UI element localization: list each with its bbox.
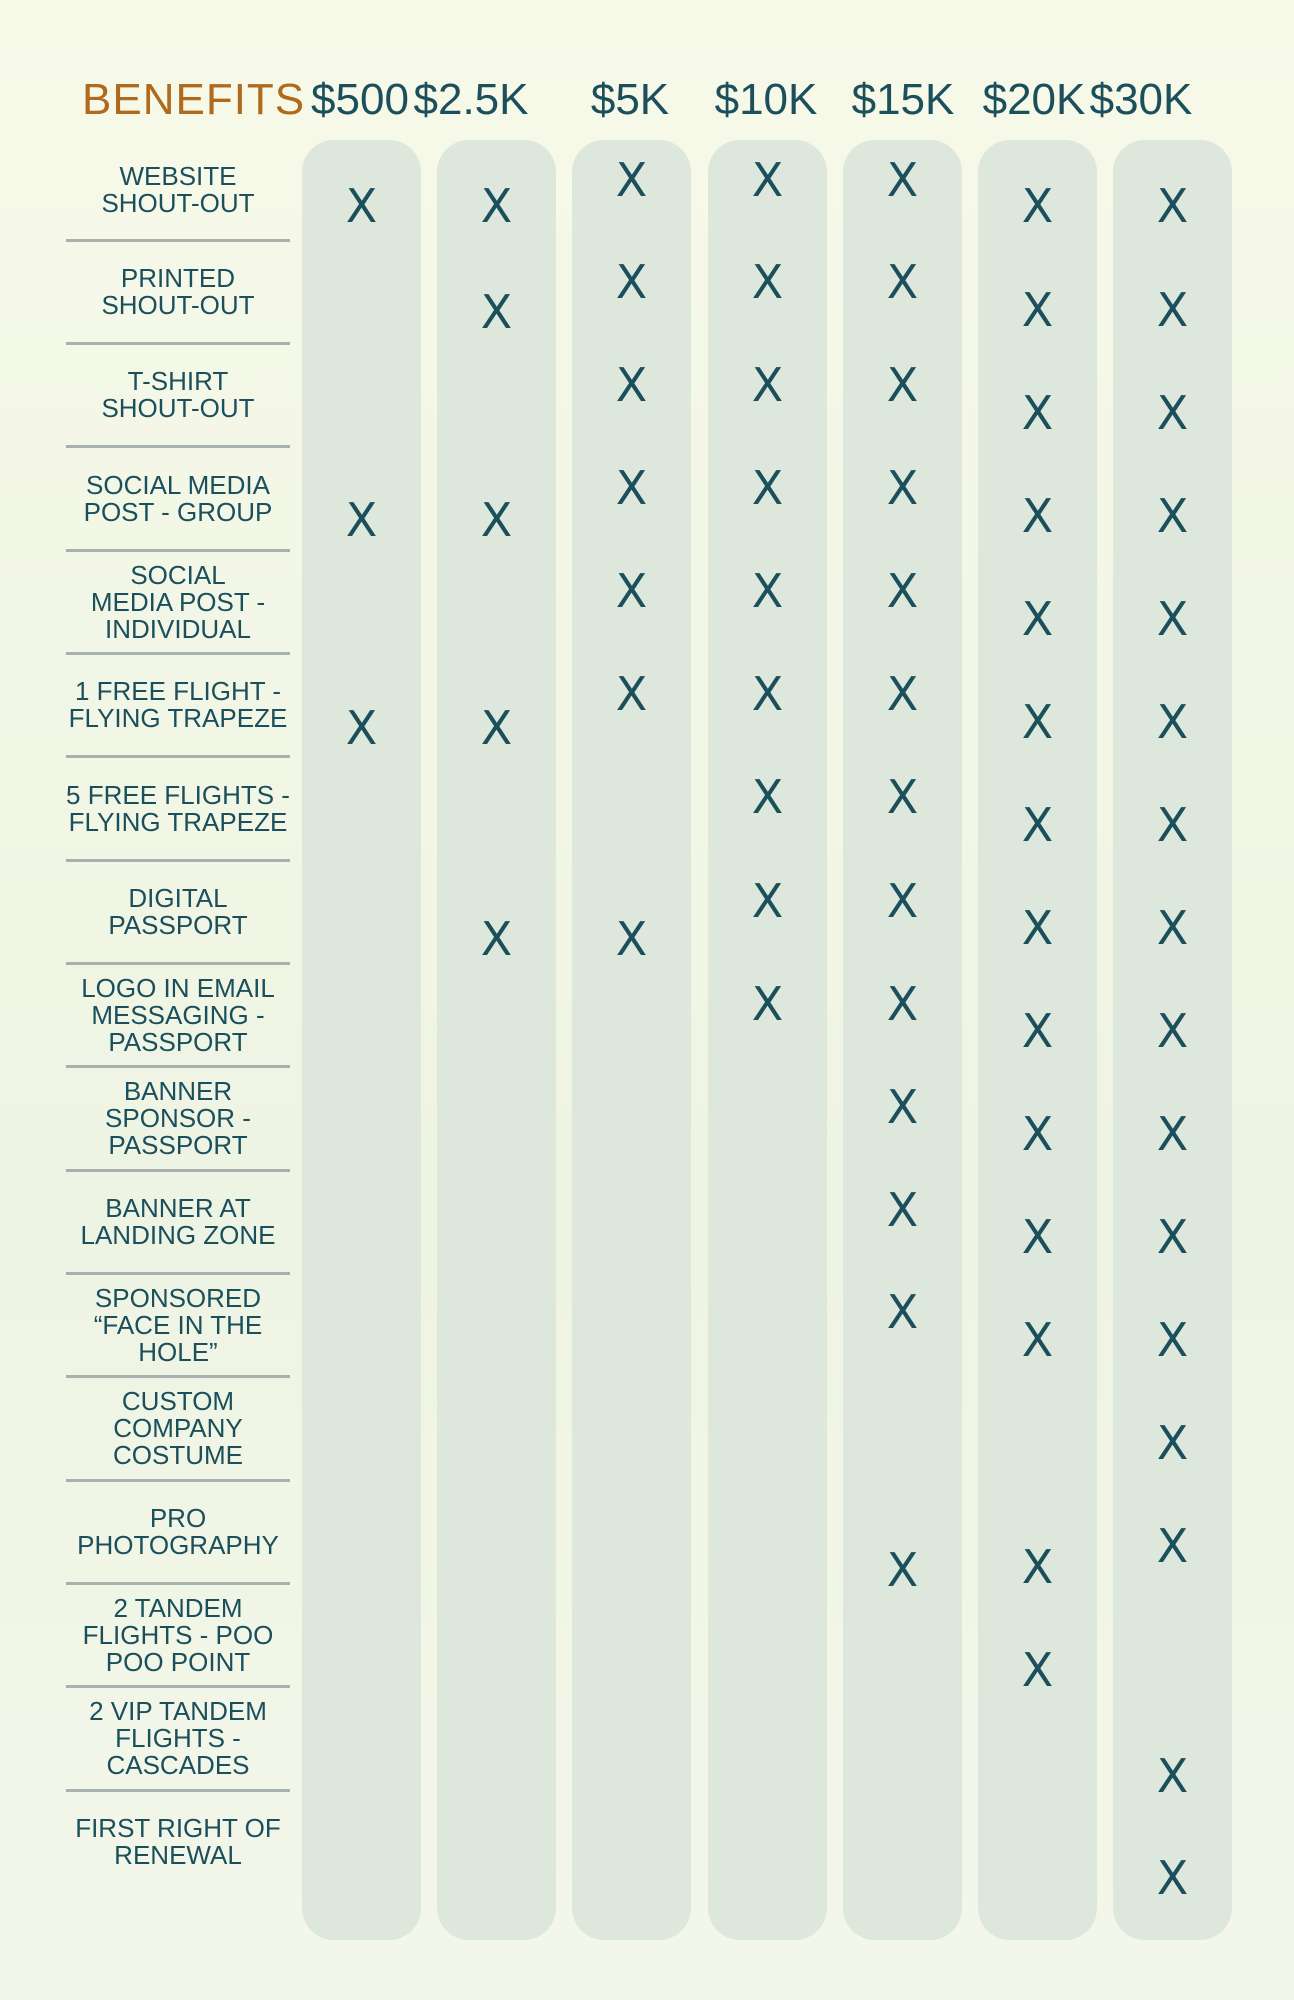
included-mark: X: [1021, 1004, 1054, 1058]
included-mark: X: [480, 179, 513, 233]
included-mark: X: [1156, 1107, 1189, 1161]
included-mark: X: [886, 1285, 919, 1339]
included-mark: X: [1156, 1416, 1189, 1470]
benefit-label: CUSTOM COMPANY COSTUME: [113, 1386, 243, 1470]
included-mark: X: [1021, 1540, 1054, 1594]
included-mark: X: [886, 153, 919, 207]
included-mark: X: [751, 358, 784, 412]
benefit-label: PRO PHOTOGRAPHY: [77, 1503, 279, 1560]
benefit-label: 5 FREE FLIGHTS - FLYING TRAPEZE: [66, 779, 290, 837]
included-mark: X: [1156, 489, 1189, 543]
included-mark: X: [1021, 386, 1054, 440]
included-mark: X: [886, 977, 919, 1031]
included-mark: X: [480, 701, 513, 755]
tier-heading-5: $20K: [982, 75, 1086, 124]
benefit-label: FIRST RIGHT OF RENEWAL: [75, 1813, 281, 1870]
included-mark: X: [751, 874, 784, 928]
included-mark: X: [615, 564, 648, 618]
tier-heading-6: $30K: [1089, 75, 1193, 124]
included-mark: X: [1156, 798, 1189, 852]
included-mark: X: [1021, 695, 1054, 749]
included-mark: X: [345, 493, 378, 547]
included-mark: X: [1021, 901, 1054, 955]
benefit-label: BANNER AT LANDING ZONE: [80, 1193, 276, 1250]
included-mark: X: [886, 255, 919, 309]
benefit-label: WEBSITE SHOUT-OUT: [101, 160, 255, 218]
included-mark: X: [615, 912, 648, 966]
included-mark: X: [345, 701, 378, 755]
included-mark: X: [1021, 1313, 1054, 1367]
included-mark: X: [1156, 386, 1189, 440]
included-mark: X: [480, 493, 513, 547]
included-mark: X: [345, 179, 378, 233]
included-mark: X: [1156, 592, 1189, 646]
included-mark: X: [886, 1543, 919, 1597]
included-mark: X: [1156, 1519, 1189, 1573]
included-mark: X: [1156, 1749, 1189, 1803]
benefit-label: 2 VIP TANDEM FLIGHTS - CASCADES: [89, 1696, 267, 1780]
tier-heading-1: $2.5K: [413, 75, 529, 124]
benefit-label: SOCIAL MEDIA POST - GROUP: [83, 469, 273, 527]
included-mark: X: [480, 912, 513, 966]
tier-heading-4: $15K: [851, 75, 955, 124]
included-mark: X: [751, 770, 784, 824]
tier-heading-3: $10K: [714, 75, 818, 124]
included-mark: X: [1021, 1107, 1054, 1161]
included-mark: X: [615, 255, 648, 309]
included-mark: X: [886, 1183, 919, 1237]
included-mark: X: [615, 153, 648, 207]
included-mark: X: [1021, 283, 1054, 337]
included-mark: X: [480, 285, 513, 339]
benefit-label: 1 FREE FLIGHT - FLYING TRAPEZE: [68, 676, 288, 733]
benefit-label: PRINTED SHOUT-OUT: [101, 263, 255, 320]
included-mark: X: [615, 667, 648, 721]
included-mark: X: [886, 358, 919, 412]
included-mark: X: [1156, 1210, 1189, 1264]
tier-column-0: [302, 140, 421, 1940]
included-mark: X: [1021, 1210, 1054, 1264]
included-mark: X: [751, 977, 784, 1031]
included-mark: X: [1021, 1643, 1054, 1697]
included-mark: X: [1021, 179, 1054, 233]
included-mark: X: [1156, 179, 1189, 233]
included-mark: X: [751, 461, 784, 515]
included-mark: X: [1021, 592, 1054, 646]
included-mark: X: [886, 874, 919, 928]
included-mark: X: [1156, 695, 1189, 749]
included-mark: X: [1021, 798, 1054, 852]
included-mark: X: [886, 1080, 919, 1134]
benefit-label: DIGITAL PASSPORT: [108, 883, 248, 940]
benefit-label: LOGO IN EMAIL MESSAGING - PASSPORT: [81, 972, 275, 1057]
benefit-label: SPONSORED “FACE IN THE HOLE”: [93, 1282, 263, 1367]
benefit-label: 2 TANDEM FLIGHTS - POO POO POINT: [82, 1592, 274, 1677]
included-mark: X: [751, 667, 784, 721]
included-mark: X: [1156, 1851, 1189, 1905]
benefit-label: SOCIAL MEDIA POST - INDIVIDUAL: [90, 559, 266, 644]
included-mark: X: [1156, 1313, 1189, 1367]
included-mark: X: [751, 255, 784, 309]
included-mark: X: [1156, 283, 1189, 337]
included-mark: X: [751, 153, 784, 207]
included-mark: X: [751, 564, 784, 618]
included-mark: X: [1156, 901, 1189, 955]
tier-column-1: [437, 140, 556, 1940]
included-mark: X: [615, 461, 648, 515]
included-mark: X: [615, 358, 648, 412]
benefit-label: T-SHIRT SHOUT-OUT: [101, 366, 255, 423]
included-mark: X: [1156, 1004, 1189, 1058]
tier-heading-0: $500: [311, 75, 409, 124]
included-mark: X: [886, 667, 919, 721]
benefits-heading: BENEFITS: [82, 75, 306, 124]
included-mark: X: [886, 564, 919, 618]
included-mark: X: [886, 770, 919, 824]
benefit-label: BANNER SPONSOR - PASSPORT: [105, 1076, 251, 1160]
included-mark: X: [1021, 489, 1054, 543]
included-mark: X: [886, 461, 919, 515]
tier-heading-2: $5K: [590, 75, 670, 124]
